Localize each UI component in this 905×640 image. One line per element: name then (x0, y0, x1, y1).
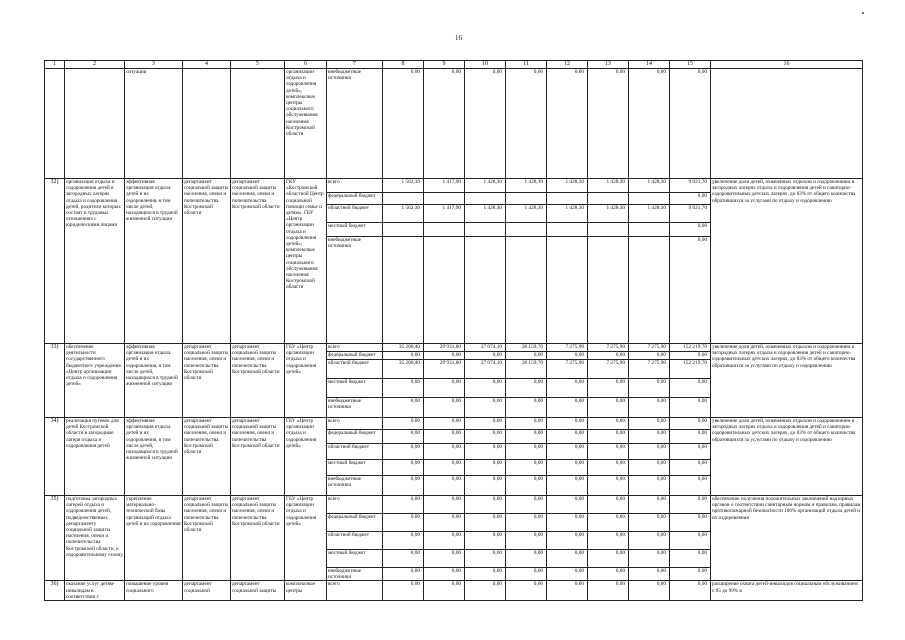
amount-cell: 0,00 (465, 444, 506, 460)
amount-cell: 0,00 (383, 460, 424, 476)
amount-cell: 7 275,90 (629, 360, 670, 379)
amount-cell: 29 931,80 (424, 344, 465, 352)
amount-cell: 0,00 (465, 568, 506, 581)
funding-source: местный бюджет (327, 550, 383, 568)
measure-row (45, 179, 863, 193)
target-indicator: увеличение доли детей, охваченных отдыхом и оздоровлением в загородных лагерях отдыха и оздоровления детей и санаторно-оздоровительных детских лагерях, до 83% от общего количества обратившихся за услугами по отдыху и оздоровлению (711, 179, 863, 344)
column-number: 9 (424, 61, 465, 69)
measure-name: организация отдыха и оздоровления детей в загородных лагерях отдыха и оздоровления детей, родители которых состоят в трудовых отношениях с юридическими лицами (65, 179, 125, 344)
measure-row (45, 344, 863, 352)
amount-cell: 0,00 (588, 430, 629, 444)
amount-cell (547, 193, 588, 205)
measure-name: оказание услуг детям-инвалидам в соответствии с (65, 581, 125, 601)
amount-cell: 0,00 (465, 476, 506, 496)
funding-source: федеральный бюджет (327, 352, 383, 360)
column-number: 12 (547, 61, 588, 69)
amount-cell: 0,00 (465, 550, 506, 568)
column-number: 10 (465, 61, 506, 69)
amount-cell (424, 193, 465, 205)
participants-cell: организации отдыха и оздоровления детей», комплексные центры социального обслуживания населения Костромской области (285, 69, 327, 179)
amount-cell: 0,00 (547, 352, 588, 360)
amount-cell: 0,00 (588, 69, 629, 179)
amount-cell (506, 223, 547, 237)
amount-cell: 0,00 (547, 444, 588, 460)
amount-cell: 0,00 (383, 398, 424, 418)
expected-result: эффективная организация отдыха детей и их оздоровления, в том числе детей, находящихся в трудной жизненной ситуации (125, 344, 183, 418)
amount-cell: 1 562,30 (383, 179, 424, 193)
amount-cell (383, 237, 424, 344)
amount-cell: 0,00 (670, 69, 711, 179)
amount-cell: 27 074,10 (465, 360, 506, 379)
amount-cell: 0,00 (670, 352, 711, 360)
funding-source: местный бюджет (327, 223, 383, 237)
amount-cell: 0,00 (506, 514, 547, 532)
amount-cell: 0,00 (465, 352, 506, 360)
responsible-executor: департамент социальной (183, 581, 231, 601)
amount-cell: 0,00 (547, 69, 588, 179)
amount-cell: 35 206,40 (383, 344, 424, 352)
amount-cell: 0,00 (424, 496, 465, 514)
amount-cell: 0,00 (629, 568, 670, 581)
amount-cell: 7 275,90 (588, 344, 629, 352)
measure-number: 35) (45, 496, 65, 581)
column-number: 7 (327, 61, 383, 69)
amount-cell: 0,00 (424, 550, 465, 568)
amount-cell: 0,00 (670, 514, 711, 532)
amount-cell: 0,00 (506, 568, 547, 581)
funding-source: областной бюджет (327, 205, 383, 223)
amount-cell: 0,00 (424, 581, 465, 601)
amount-cell: 1 562,30 (383, 205, 424, 223)
measure-row (45, 581, 863, 601)
funding-source: федеральный бюджет (327, 430, 383, 444)
budget-administrator: департамент социальной защиты населения, опеки и попечительства Костромской области (231, 179, 285, 344)
column-number: 16 (711, 61, 863, 69)
amount-cell: 1 417,90 (424, 179, 465, 193)
amount-cell: 0,00 (506, 496, 547, 514)
amount-cell: 0,00 (670, 430, 711, 444)
amount-cell: 1 428,30 (547, 205, 588, 223)
amount-cell: 0,00 (670, 398, 711, 418)
amount-cell: 9 921,70 (670, 179, 711, 193)
amount-cell: 1 428,30 (629, 179, 670, 193)
measure-row (45, 418, 863, 430)
funding-source: областной бюджет (327, 444, 383, 460)
amount-cell: 1 428,30 (588, 205, 629, 223)
amount-cell: 0,00 (629, 496, 670, 514)
amount-cell: 0,00 (383, 550, 424, 568)
amount-cell: 0,00 (547, 379, 588, 398)
amount-cell: 0,00 (465, 460, 506, 476)
funding-source: областной бюджет (327, 532, 383, 550)
amount-cell: 0,00 (670, 476, 711, 496)
target-indicator: увеличение доли детей, охваченных отдыхом и оздоровлением в загородных лагерях отдыха и оздоровления детей и санаторно-оздоровительных детских лагерях, до 83% от общего количества обратившихся за услугами по отдыху и оздоровлению (711, 418, 863, 496)
funding-source: всего (327, 581, 383, 601)
amount-cell: 0,00 (383, 379, 424, 398)
amount-cell: 0,00 (629, 581, 670, 601)
funding-source: всего (327, 344, 383, 352)
amount-cell: 0,00 (383, 430, 424, 444)
column-number: 15 (670, 61, 711, 69)
participants: ГБУ «Центр организации отдыха и оздоровления детей» (285, 344, 327, 418)
amount-cell: 0,00 (670, 581, 711, 601)
expected-result: повышение уровня социального (125, 581, 183, 601)
amount-cell: 0,00 (588, 398, 629, 418)
amount-cell: 0,00 (670, 444, 711, 460)
measure-name: подготовка загородных лагерей отдыха и оздоровления детей, подведомственных департаменту социальной защиты населения, опеки и попечительства Костромской области, к оздоровительному сезону (65, 496, 125, 581)
amount-cell: 0,00 (506, 398, 547, 418)
amount-cell: 0,00 (465, 514, 506, 532)
amount-cell: 1 417,90 (424, 205, 465, 223)
amount-cell: 0,00 (465, 418, 506, 430)
amount-cell: 0,00 (670, 532, 711, 550)
amount-cell: 0,00 (383, 568, 424, 581)
amount-cell: 0,00 (506, 581, 547, 601)
amount-cell: 0,00 (383, 444, 424, 460)
amount-cell: 0,00 (383, 581, 424, 601)
amount-cell: 0,00 (506, 69, 547, 179)
amount-cell: 0,00 (629, 418, 670, 430)
amount-cell: 0,00 (465, 379, 506, 398)
amount-cell: 0,00 (506, 418, 547, 430)
participants: ГКУ «Костромской областной Центр социальной помощи семье и детям», ГБУ «Центр организации отдыха и оздоровления детей», комплексные центры социального обслуживания населения Костромской области (285, 179, 327, 344)
table-cell (183, 69, 231, 179)
amount-cell: 0,00 (670, 223, 711, 237)
amount-cell: 0,00 (506, 550, 547, 568)
amount-cell: 0,00 (383, 352, 424, 360)
column-number: 2 (65, 61, 125, 69)
page-number: 16 (455, 34, 462, 42)
measure-row (45, 496, 863, 514)
amount-cell: 0,00 (424, 514, 465, 532)
amount-cell: 0,00 (506, 476, 547, 496)
measure-name: обеспечение деятельности государственного бюджетного учреждения «Центр организации отдыха и оздоровления детей» (65, 344, 125, 418)
amount-cell: 0,00 (588, 496, 629, 514)
amount-cell: 0,00 (465, 532, 506, 550)
amount-cell: 0,00 (547, 476, 588, 496)
amount-cell: 0,00 (670, 237, 711, 344)
amount-cell: 0,00 (383, 418, 424, 430)
amount-cell: 0,00 (383, 496, 424, 514)
amount-cell: 0,00 (547, 430, 588, 444)
column-number: 11 (506, 61, 547, 69)
amount-cell: 0,00 (670, 460, 711, 476)
amount-cell: 0,00 (547, 496, 588, 514)
amount-cell: 0,00 (506, 532, 547, 550)
amount-cell (465, 223, 506, 237)
funding-source: местный бюджет (327, 460, 383, 476)
funding-source: всего (327, 179, 383, 193)
amount-cell: 1 428,30 (629, 205, 670, 223)
target-indicator: увеличение доли детей, охваченных отдыхом и оздоровлением в загородных лагерях отдыха и оздоровления детей и санаторно-оздоровительных детских лагерях, до 83% от общего количества обратившихся за услугами по отдыху и оздоровлению (711, 344, 863, 418)
amount-cell: 0,00 (670, 418, 711, 430)
amount-cell: 0,00 (383, 476, 424, 496)
continued-row (45, 69, 863, 179)
amount-cell: 0,00 (465, 496, 506, 514)
amount-cell: 0,00 (547, 550, 588, 568)
responsible-executor: департамент социальной защиты населения, опеки и попечительства Костромской области (183, 496, 231, 581)
amount-cell: 1 428,30 (465, 205, 506, 223)
amount-cell: 27 074,10 (465, 344, 506, 352)
amount-cell: 0,00 (629, 69, 670, 179)
expected-result: эффективная организация отдыха детей и их оздоровления, в том числе детей, находящихся в трудной жизненной ситуации (125, 418, 183, 496)
amount-cell: 0,00 (383, 69, 424, 179)
amount-cell (629, 193, 670, 205)
measure-number: 36) (45, 581, 65, 601)
amount-cell: 0,00 (547, 398, 588, 418)
responsible-executor: департамент социальной защиты населения, опеки и попечительства Костромской области (183, 344, 231, 418)
scan-artifact (862, 12, 864, 14)
funding-source: местный бюджет (327, 379, 383, 398)
amount-cell: 0,00 (588, 418, 629, 430)
measure-name: реализация путевок для детей Костромской области в загородные лагеря отдыха и оздоровления детей (65, 418, 125, 496)
amount-cell: 0,00 (588, 514, 629, 532)
amount-cell: 0,00 (588, 532, 629, 550)
amount-cell: 0,00 (424, 352, 465, 360)
amount-cell (383, 223, 424, 237)
amount-cell: 152 219,70 (670, 344, 711, 352)
amount-cell: 0,00 (670, 496, 711, 514)
amount-cell: 0,00 (547, 514, 588, 532)
amount-cell: 0,00 (629, 430, 670, 444)
amount-cell: 0,00 (424, 379, 465, 398)
amount-cell: 0,00 (506, 352, 547, 360)
funding-source: областной бюджет (327, 360, 383, 379)
amount-cell: 0,00 (629, 352, 670, 360)
amount-cell: 0,00 (465, 398, 506, 418)
amount-cell: 0,00 (424, 69, 465, 179)
amount-cell: 29 931,80 (424, 360, 465, 379)
amount-cell: 0,00 (424, 418, 465, 430)
measure-number: 32) (45, 179, 65, 344)
column-numbers-row (45, 61, 863, 69)
amount-cell (424, 237, 465, 344)
result-cell: ситуации (125, 69, 183, 179)
column-number: 5 (231, 61, 285, 69)
amount-cell: 0,00 (506, 444, 547, 460)
amount-cell (629, 237, 670, 344)
column-number: 4 (183, 61, 231, 69)
amount-cell: 0,00 (670, 568, 711, 581)
amount-cell: 0,00 (629, 476, 670, 496)
budget-administrator: департамент социальной защиты населения, опеки и попечительства Костромской области (231, 344, 285, 418)
amount-cell (588, 193, 629, 205)
budget-administrator: департамент социальной защиты населения, опеки и попечительства Костромской области (231, 496, 285, 581)
target-indicator: расширение охвата детей-инвалидов социальным обслуживанием с 95 до 99% в (711, 581, 863, 601)
amount-cell: 0,00 (465, 69, 506, 179)
amount-cell: 0,00 (547, 581, 588, 601)
amount-cell: 0,00 (424, 398, 465, 418)
amount-cell (465, 193, 506, 205)
amount-cell: 0,00 (547, 532, 588, 550)
amount-cell: 0,00 (465, 430, 506, 444)
amount-cell: 0,00 (506, 379, 547, 398)
amount-cell: 35 206,40 (383, 360, 424, 379)
amount-cell: 0,00 (588, 352, 629, 360)
funding-source: федеральный бюджет (327, 193, 383, 205)
column-number: 1 (45, 61, 65, 69)
amount-cell (588, 223, 629, 237)
amount-cell: 0,00 (629, 379, 670, 398)
target-indicator: обеспечение получения положительных заключений надзорных органов о соответствии санитарным нормам и правилам, правилам противопожарной безопасности 100% организаций отдыха детей и их оздоровления (711, 496, 863, 581)
amount-cell: 0,00 (383, 514, 424, 532)
amount-cell: 0,00 (629, 398, 670, 418)
amount-cell: 0,00 (629, 532, 670, 550)
amount-cell: 0,00 (670, 379, 711, 398)
responsible-executor: департамент социальной защиты населения, опеки и попечительства Костромской области (183, 418, 231, 496)
amount-cell: 0,00 (424, 532, 465, 550)
amount-cell (629, 223, 670, 237)
column-number: 14 (629, 61, 670, 69)
amount-cell: 0,00 (547, 460, 588, 476)
amount-cell: 0,00 (588, 476, 629, 496)
expected-result: укрепление материально-технической базы организаций отдыха детей и их оздоровления (125, 496, 183, 581)
column-number: 13 (588, 61, 629, 69)
amount-cell: 28 159,70 (506, 344, 547, 352)
amount-cell: 28 159,70 (506, 360, 547, 379)
amount-cell (465, 237, 506, 344)
amount-cell: 7 275,90 (547, 360, 588, 379)
funding-source: всего (327, 496, 383, 514)
amount-cell (506, 193, 547, 205)
column-number: 3 (125, 61, 183, 69)
measures-table (44, 60, 863, 601)
amount-cell: 0,00 (629, 514, 670, 532)
budget-administrator: департамент социальной защиты населения, опеки и попечительства Костромской области (231, 418, 285, 496)
program-measures-table (44, 60, 863, 601)
amount-cell: 0,00 (424, 476, 465, 496)
measure-number: 34) (45, 418, 65, 496)
amount-cell: 0,00 (383, 532, 424, 550)
amount-cell: 7 275,90 (629, 344, 670, 352)
funding-source: внебюджетные источники (327, 568, 383, 581)
funding-source: внебюджетные источники (327, 398, 383, 418)
amount-cell (506, 237, 547, 344)
column-number: 6 (285, 61, 327, 69)
table-cell (45, 69, 65, 179)
amount-cell: 0,00 (629, 460, 670, 476)
funding-source: федеральный бюджет (327, 514, 383, 532)
participants: ГБУ «Центр организации отдыха и оздоровления детей» (285, 496, 327, 581)
amount-cell: 0,00 (588, 379, 629, 398)
amount-cell: 0,00 (424, 460, 465, 476)
budget-administrator: департамент социальной защиты (231, 581, 285, 601)
amount-cell: 0,00 (506, 460, 547, 476)
measure-number: 33) (45, 344, 65, 418)
amount-cell: 0,00 (670, 193, 711, 205)
funding-source: внебюджетные источники (327, 237, 383, 344)
amount-cell: 152 219,70 (670, 360, 711, 379)
amount-cell: 0,00 (629, 444, 670, 460)
amount-cell: 9 921,70 (670, 205, 711, 223)
amount-cell (588, 237, 629, 344)
amount-cell (547, 237, 588, 344)
amount-cell: 0,00 (588, 444, 629, 460)
responsible-executor: департамент социальной защиты населения, опеки и попечительства Костромской области (183, 179, 231, 344)
funding-source: всего (327, 418, 383, 430)
amount-cell: 1 428,30 (465, 179, 506, 193)
amount-cell: 0,00 (424, 444, 465, 460)
amount-cell: 0,00 (670, 550, 711, 568)
amount-cell: 0,00 (588, 581, 629, 601)
amount-cell: 0,00 (465, 581, 506, 601)
amount-cell: 1 428,30 (506, 179, 547, 193)
table-cell (711, 69, 863, 179)
amount-cell: 1 428,30 (547, 179, 588, 193)
amount-cell: 0,00 (629, 550, 670, 568)
amount-cell: 0,00 (424, 568, 465, 581)
amount-cell: 0,00 (547, 418, 588, 430)
amount-cell: 0,00 (588, 568, 629, 581)
amount-cell (383, 193, 424, 205)
amount-cell: 7 275,90 (588, 360, 629, 379)
amount-cell: 7 275,90 (547, 344, 588, 352)
column-number: 8 (383, 61, 424, 69)
participants: комплексные центры (285, 581, 327, 601)
source-label: внебюджетные источники (327, 69, 383, 179)
table-cell (65, 69, 125, 179)
amount-cell: 1 428,30 (506, 205, 547, 223)
amount-cell: 0,00 (506, 430, 547, 444)
amount-cell: 0,00 (588, 550, 629, 568)
amount-cell (424, 223, 465, 237)
amount-cell: 0,00 (424, 430, 465, 444)
amount-cell: 0,00 (547, 568, 588, 581)
funding-source: внебюджетные источники (327, 476, 383, 496)
amount-cell: 1 428,30 (588, 179, 629, 193)
amount-cell: 0,00 (588, 460, 629, 476)
amount-cell (547, 223, 588, 237)
expected-result: эффективная организация отдыха детей и их оздоровления, в том числе детей, находящихся в трудной жизненной ситуации (125, 179, 183, 344)
participants: ГБУ «Центр организации отдыха и оздоровления детей» (285, 418, 327, 496)
table-cell (231, 69, 285, 179)
